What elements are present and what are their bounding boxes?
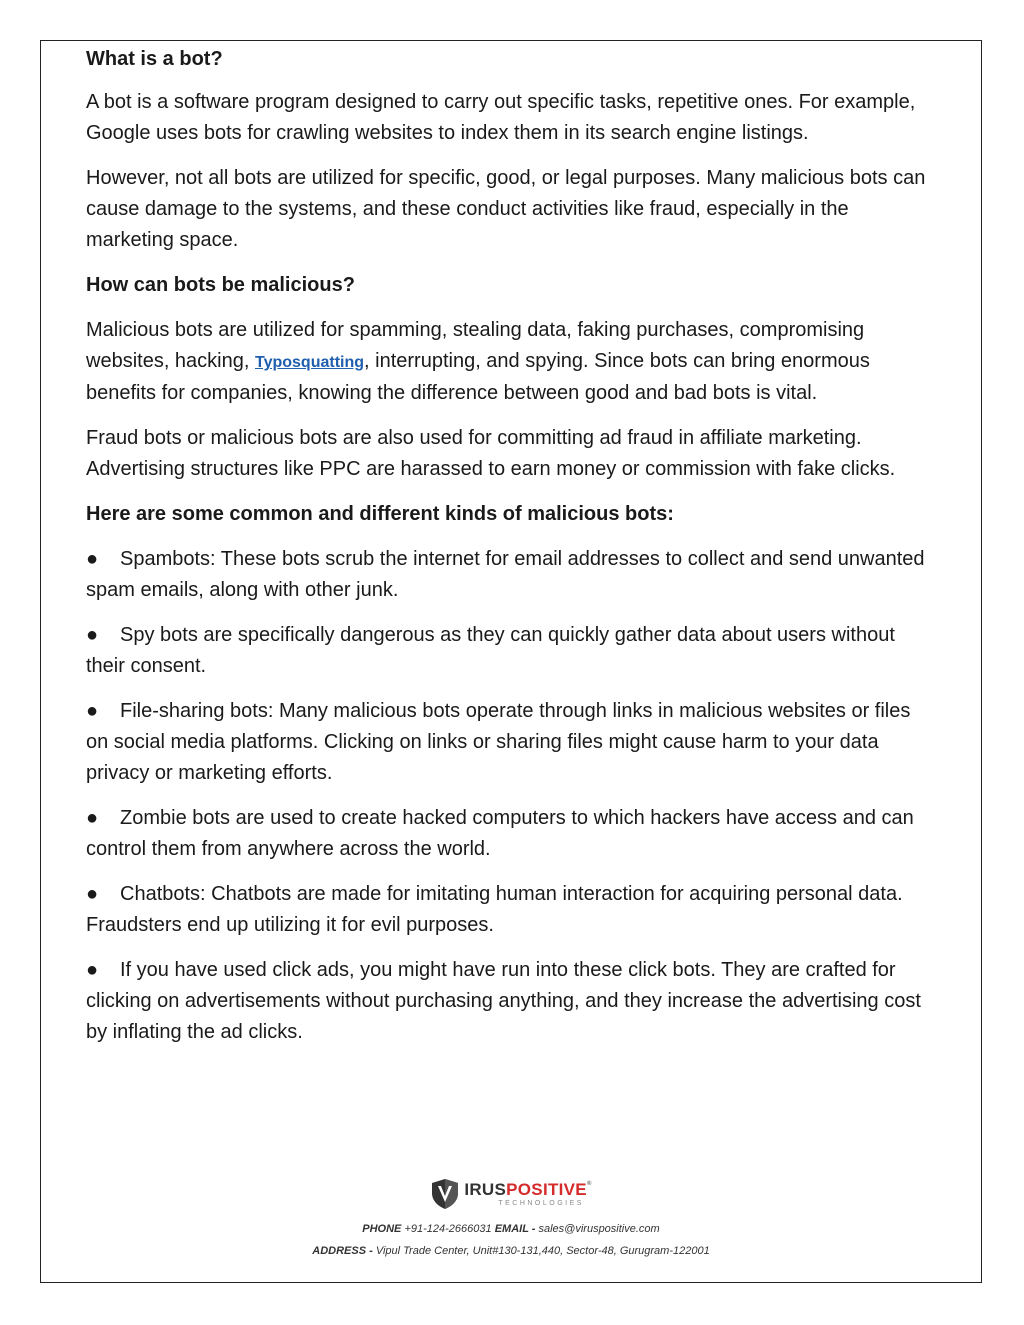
list-item [86, 696, 938, 789]
paragraph-bot-definition: A bot is a software program designed to carry out specific tasks, repetitive ones. For example, Google uses bots for crawling websites to index them in its search engine listings. [86, 91, 916, 144]
address-line [40, 1245, 982, 1257]
paragraph-malicious-uses [86, 315, 938, 409]
address-label: ADDRESS - [312, 1245, 373, 1257]
bullet-icon: ● [86, 883, 99, 905]
registered-mark: ® [586, 1181, 592, 1187]
company-logo [430, 1178, 591, 1210]
paragraph-fraud-bots: Fraud bots or malicious bots are also used for committing ad fraud in affiliate marketing. Advertising structures like PPC are harassed to earn money or commission with fake clicks. [86, 427, 896, 480]
list-item [86, 620, 938, 682]
logo-tagline: TECHNOLOGIES [498, 1200, 584, 1207]
email-address[interactable]: sales@viruspositive.com [535, 1223, 660, 1235]
typosquatting-link[interactable]: Typosquatting [254, 354, 365, 371]
heading-what-is-a-bot: What is a bot? [86, 48, 223, 70]
bullet-icon: ● [86, 624, 99, 646]
shield-icon [430, 1178, 460, 1210]
document-body [86, 44, 938, 1062]
list-item [86, 879, 938, 941]
page-footer [40, 1178, 982, 1257]
bullet-icon: ● [86, 807, 99, 829]
heading-kinds-of-bots: Here are some common and different kinds of malicious bots: [86, 503, 674, 525]
email-label: EMAIL - [494, 1223, 536, 1235]
bullet-icon: ● [86, 700, 99, 722]
bullet-icon: ● [86, 548, 99, 570]
list-item-text: File-sharing bots: Many malicious bots operate through links in malicious websites or files on social media platforms. Clicking on links or sharing files might cause harm to your data privacy or marketing efforts. [86, 700, 911, 784]
paragraph-malicious-intro: However, not all bots are utilized for specific, good, or legal purposes. Many malicious bots can cause damage to the systems, and these conduct activities like fraud, especially in the marketing space. [86, 167, 926, 251]
list-item-text: Chatbots: Chatbots are made for imitating human interaction for acquiring personal data. Fraudsters end up utilizing it for evil purposes. [86, 883, 903, 936]
list-item-text: Spy bots are specifically dangerous as they can quickly gather data about users without their consent. [86, 624, 895, 677]
list-item-text: Zombie bots are used to create hacked computers to which hackers have access and can control them from anywhere across the world. [86, 807, 914, 860]
list-item-text: If you have used click ads, you might have run into these click bots. They are crafted for clicking on advertisements without purchasing anything, and they increase the advertising cost by inflating the ad clicks. [86, 959, 921, 1043]
phone-label: PHONE [362, 1223, 402, 1235]
address-value: Vipul Trade Center, Unit#130-131,440, Sector-48, Gurugram-122001 [372, 1245, 710, 1257]
paragraph-malicious-uses-end: , interrupting, and spying. Since bots can bring enormous benefits for companies, knowing the difference between good and bad bots is vital. [86, 350, 870, 404]
bullet-icon: ● [86, 959, 99, 981]
logo-text-dark: IRUS [464, 1180, 507, 1199]
contact-line [40, 1223, 982, 1235]
logo-text-red: POSITIVE [506, 1180, 587, 1199]
paragraph-malicious-uses-start: Malicious bots are utilized for spamming, stealing data, faking purchases, compromising websites, hacking, [86, 319, 865, 372]
heading-how-malicious: How can bots be malicious? [86, 274, 355, 296]
list-item [86, 803, 938, 865]
list-item [86, 955, 938, 1048]
logo-wordmark [464, 1181, 591, 1198]
phone-number[interactable]: +91-124-2666031 [401, 1223, 495, 1235]
list-item-text: Spambots: These bots scrub the internet for email addresses to collect and send unwanted spam emails, along with other junk. [86, 548, 925, 601]
list-item [86, 544, 938, 606]
